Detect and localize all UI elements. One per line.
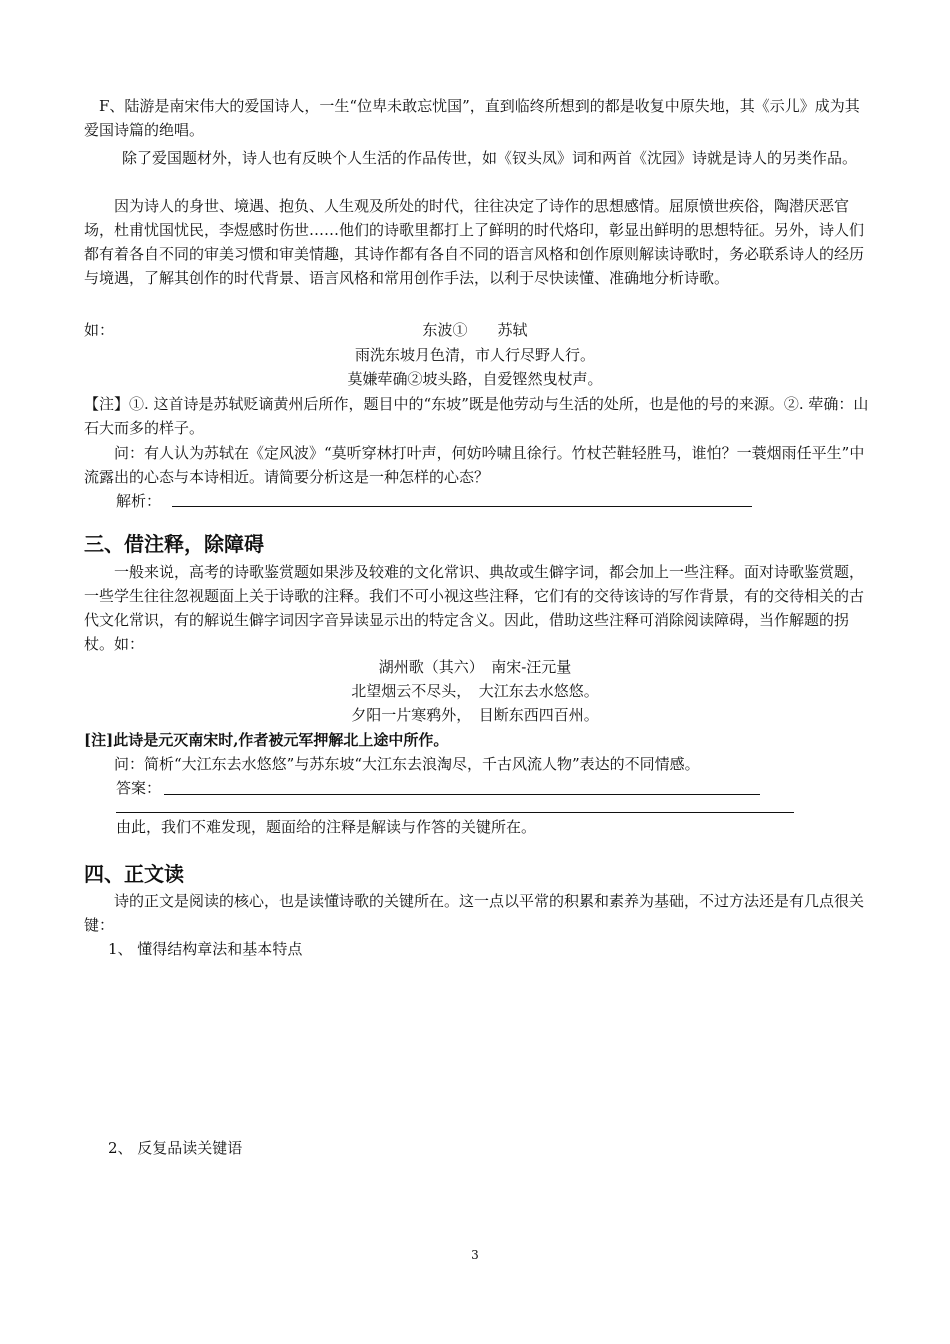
poem1-note: 【注】①. 这首诗是苏轼贬谪黄州后所作，题目中的“东坡”既是他劳动与生活的处所，也是他的号的来源。②. 荦确：山石大而多的样子。 — [84, 395, 869, 437]
poem1-answer-label: 解析： — [116, 492, 162, 510]
poem1-line: 雨洗东坡月色清，市人行尽野人行。 — [354, 346, 595, 364]
section4-item: 2、 反复品读关键语 — [108, 1139, 243, 1157]
paragraph-poet-background: 因为诗人的身世、境遇、抱负、人生观及所处的时代，往往决定了诗作的思想感情。屈原愤世疾俗，陶潜厌恶官场，杜甫忧国忧民，李煜感时伤世……他们的诗歌里都打上了鲜明的时代烙印，彰显出鲜明的思想特征。另外，诗人们都有着各自不同的审美习惯和审美情趣，其诗作都有各自不同的语言风格和创作原则解读诗歌时，务必联系诗人的经历与境遇，了解其创作的时代背景、语言风格和常用创作手法，以利于尽快读懂、准确地分析诗歌。 — [84, 197, 865, 287]
poem2-line: 北望烟云不尽头， 大江东去水悠悠。 — [351, 682, 599, 700]
poem2-line: 夕阳一片寒鸦外， 目断东西四百州。 — [351, 706, 599, 724]
poem2-note: [注]此诗是元灭南宋时,作者被元军押解北上途中所作。 — [84, 731, 449, 749]
section4-body: 诗的正文是阅读的核心，也是读懂诗歌的关键所在。这一点以平常的积累和素养为基础，不过方法还是有几点很关键： — [84, 892, 865, 934]
poem1-question: 问：有人认为苏轼在《定风波》“莫听穿林打叶声，何妨吟啸且徐行。竹杖芒鞋轻胜马，谁怕？一蓑烟雨任平生”中流露出的心态与本诗相近。请简要分析这是一种怎样的心态？ — [84, 444, 865, 486]
paragraph-other-works: 除了爱国题材外，诗人也有反映个人生活的作品传世，如《钗头凤》词和两首《沈园》诗就是诗人的另类作品。 — [122, 149, 858, 167]
section4-heading: 四、正文读 — [84, 862, 184, 886]
poem1-line: 莫嫌荦确②坡头路，自爱铿然曳杖声。 — [347, 370, 603, 388]
poem1-title: 东波① 苏轼 — [422, 321, 528, 339]
poem2-title: 湖州歌（其六） 南宋-汪元量 — [378, 658, 572, 676]
answer-line — [172, 506, 752, 507]
page-number: 3 — [471, 1248, 479, 1262]
poem2-question: 问：简析“大江东去水悠悠”与苏东坡“大江东去浪淘尽，千古风流人物”表达的不同情感。 — [114, 755, 700, 773]
paragraph-lu-you: F、陆游是南宋伟大的爱国诗人，一生“位卑未敢忘忧国”，直到临终所想到的都是收复中原失地，其《示儿》成为其爱国诗篇的绝唱。 — [84, 97, 860, 139]
poem2-conclusion: 由此，我们不难发现，题面给的注释是解读与作答的关键所在。 — [116, 818, 537, 836]
section3-heading: 三、借注释，除障碍 — [84, 532, 264, 556]
poem2-answer-label: 答案： — [116, 779, 162, 797]
answer-line — [164, 794, 760, 795]
answer-line — [116, 812, 794, 813]
example-lead: 如： — [84, 321, 115, 339]
section4-item: 1、 懂得结构章法和基本特点 — [108, 940, 303, 958]
section3-body: 一般来说，高考的诗歌鉴赏题如果涉及较难的文化常识、典故或生僻字词，都会加上一些注释。面对诗歌鉴赏题，一些学生往往忽视题面上关于诗歌的注释。我们不可小视这些注释，它们有的交待该诗的写作背景，有的交待相关的古代文化常识，有的解说生僻字词因字音异读显示出的特定含义。因此，借助这些注释可消除阅读障碍，当作解题的拐杖。如： — [84, 563, 865, 653]
